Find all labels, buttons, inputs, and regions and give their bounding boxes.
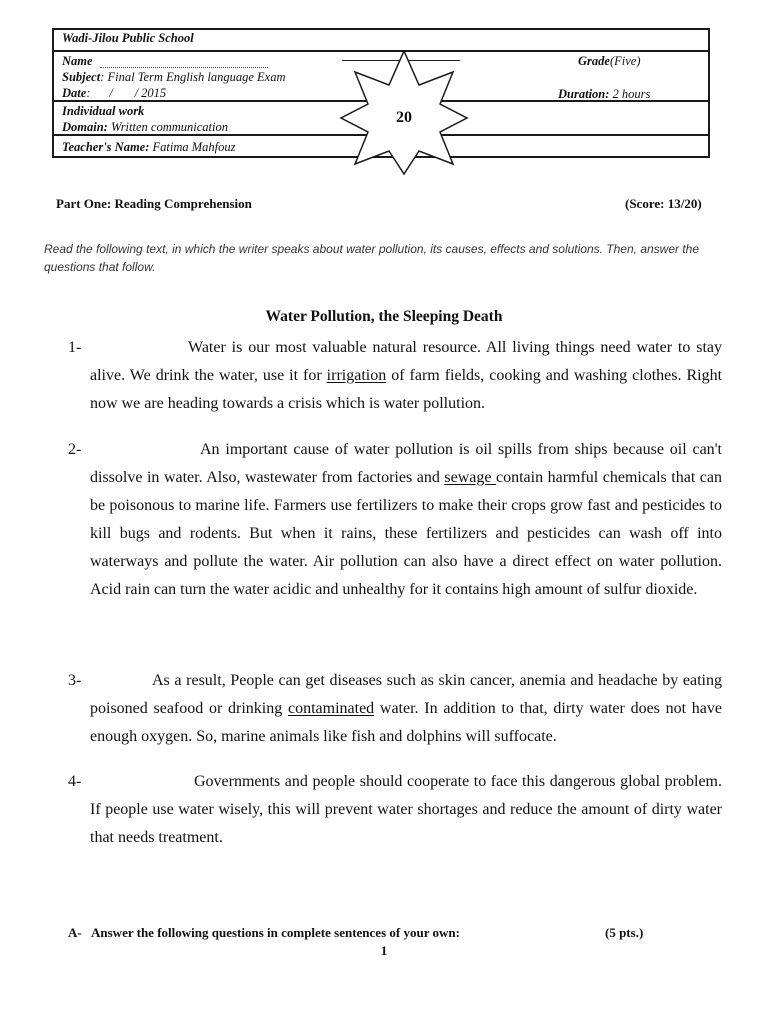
part-score: (Score: 13/20) (625, 196, 702, 211)
subject-label: Subject (62, 70, 101, 84)
section-a-points: (5 pts.) (605, 925, 644, 940)
section-a-text: Answer the following questions in complete sentences of your own: (91, 925, 460, 940)
date-value: / / 2015 (109, 86, 167, 100)
paragraph-4: Governments and people should cooperate to face this dangerous global problem. If people use water wisely, this will prevent water shortages and reduce the amount of dirty water that needs treatment. (90, 773, 722, 846)
paragraph-3: As a result, People can get diseases such as skin cancer, anemia and headache by eating poisoned seafood or drinking contaminated water. In addition to that, dirty water does not have enough oxygen. So, marine animals like fish and dolphins will suffocate. (90, 672, 723, 745)
part-title: Part One: Reading Comprehension (56, 196, 252, 211)
vocab-irrigation: irrigation (326, 367, 387, 384)
domain-value: Written communication (110, 120, 228, 134)
paragraph-2-number: 2- (68, 441, 82, 458)
date-field: Date: / / 2015 (62, 86, 167, 100)
teacher-value: Fatima Mahfouz (152, 140, 236, 154)
grade-field (578, 54, 640, 69)
paragraph-3-number: 3- (68, 672, 82, 689)
paragraph-2: An important cause of water pollution is oil spills from ships because oil can't dissolve in water. Also, wastewater from factories and sewage contain harmful chemicals that can be poisonous to marine life. Farmers use fertilizers to make their crops grow fast and pesticides to kill bugs and rodents. But when it rains, these fertilizers and pesticides can wash off into waterways and pollute the water. Air pollution can also have a direct effect on water pollution. Acid rain can turn the water acidic and unhealthy for it contains high amount of sulfur dioxide. (90, 441, 723, 598)
teacher-label: Teacher's Name: (62, 140, 150, 154)
paragraph-1-number: 1- (68, 339, 82, 356)
star-score: 20 (396, 109, 412, 126)
individual-work-label: Individual work (62, 104, 145, 118)
page-number: 1 (380, 943, 388, 958)
domain-field (62, 120, 228, 135)
text-title: Water Pollution, the Sleeping Death (265, 308, 503, 325)
paragraph-1: Water is our most valuable natural resource. All living things need water to stay alive. We drink the water, use it for irrigation of farm fields, cooking and washing clothes. Right now we are heading towards a crisis which is water pollution. (90, 339, 723, 412)
name-field (62, 54, 93, 69)
subject-field: Subject: Final Term English language Exam (62, 70, 286, 84)
duration-field (558, 87, 650, 102)
duration-label: Duration: (558, 87, 610, 101)
grade-value: (Five) (609, 54, 641, 68)
domain-label: Domain: (62, 120, 108, 134)
date-label: Date (62, 86, 87, 100)
name-blank-line (100, 67, 268, 68)
teacher-field (62, 140, 235, 155)
duration-value: 2 hours (612, 87, 651, 101)
school-name: Wadi-Jilou Public School (62, 31, 194, 45)
instructions: Read the following text, in which the writer speaks about water pollution, its causes, effects and solutions. Then, answer the questions that follow. (44, 242, 700, 274)
vocab-contaminated: contaminated (287, 700, 375, 717)
grade-label: Grade (578, 54, 610, 68)
paragraph-4-number: 4- (68, 773, 82, 790)
vocab-sewage: sewage (444, 469, 496, 486)
subject-value: Final Term English language Exam (107, 70, 286, 84)
section-a-label: A- (68, 925, 82, 940)
name-label: Name (62, 54, 93, 68)
